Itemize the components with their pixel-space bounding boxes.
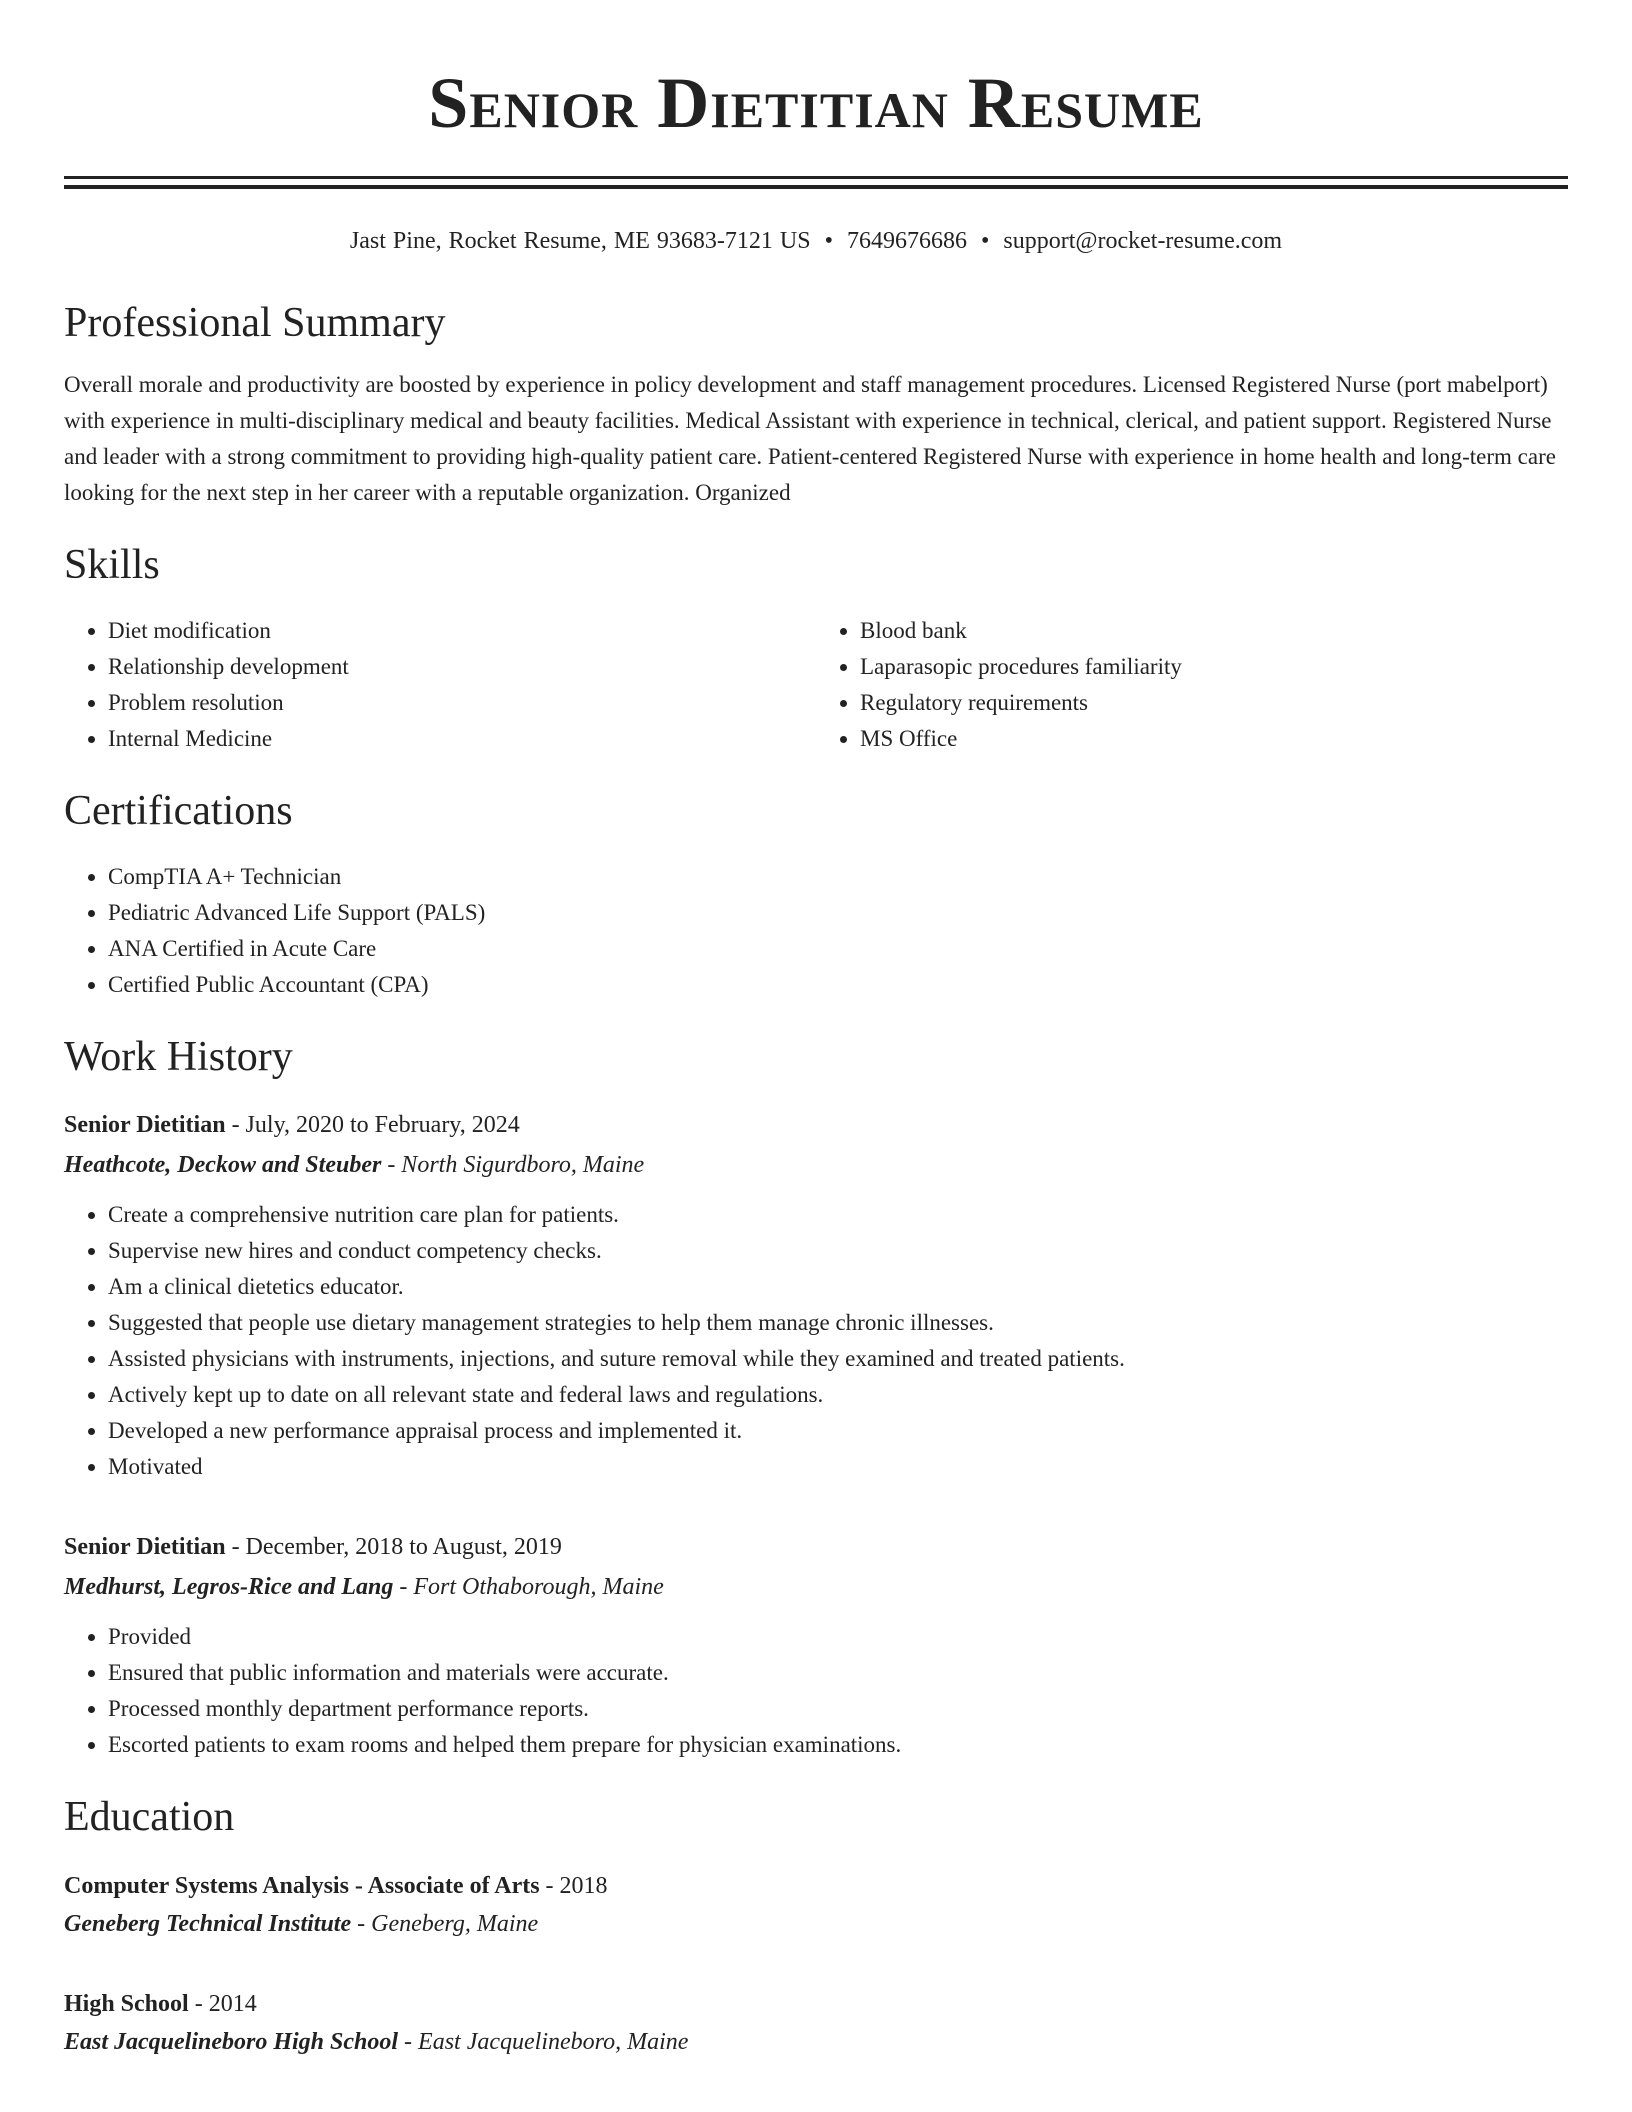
certifications-list (64, 859, 1568, 1003)
skill-item: • Problem resolution (108, 685, 816, 721)
job-bullet: • Ensured that public information and materials were accurate. (108, 1655, 1568, 1691)
skills-heading: Skills (64, 542, 160, 588)
job-company-line (64, 1567, 1568, 1607)
job-title-line (64, 1105, 1568, 1145)
certification-item: • Certified Public Accountant (CPA) (108, 967, 1568, 1003)
work-history-heading: Work History (64, 1034, 293, 1080)
skill-item: • Internal Medicine (108, 721, 816, 757)
contact-phone: 7649676686 (846, 228, 967, 254)
contact-email: support@rocket-resume.com (1003, 228, 1283, 254)
job-bullet: • Assisted physicians with instruments, injections, and suture removal while they examined and treated patients. (108, 1341, 1568, 1377)
skill-item: • Blood bank (860, 613, 1568, 649)
contact-address: Jast Pine, Rocket Resume, ME 93683-7121 US (349, 228, 811, 254)
job-bullet: • Escorted patients to exam rooms and helped them prepare for physician examinations. (108, 1727, 1568, 1763)
job-entry (64, 1105, 1568, 1485)
education-school-line (64, 1905, 1568, 1943)
job-bullet: • Motivated (108, 1449, 1568, 1485)
education-degree: Computer Systems Analysis - Associate of Arts (64, 1873, 540, 1899)
skill-item: • Laparasopic procedures familiarity (860, 649, 1568, 685)
job-title: Senior Dietitian (64, 1534, 226, 1560)
education-degree-line (64, 1985, 1568, 2023)
job-bullet: • Am a clinical dietetics educator. (108, 1269, 1568, 1305)
skill-item: • Relationship development (108, 649, 816, 685)
skill-item: • MS Office (860, 721, 1568, 757)
job-bullet: • Suggested that people use dietary management strategies to help them manage chronic illnesses. (108, 1305, 1568, 1341)
job-company-line (64, 1145, 1568, 1185)
contact-separator: • (980, 228, 990, 254)
job-bullet: • Actively kept up to date on all relevant state and federal laws and regulations. (108, 1377, 1568, 1413)
job-company: Heathcote, Deckow and Steuber (64, 1152, 382, 1178)
job-bullets (64, 1619, 1568, 1763)
certification-item: • CompTIA A+ Technician (108, 859, 1568, 895)
job-location: - North Sigurdboro, Maine (381, 1152, 645, 1178)
education-school: East Jacquelineboro High School (64, 2029, 399, 2055)
certification-item: • Pediatric Advanced Life Support (PALS) (108, 895, 1568, 931)
summary-text: Overall morale and productivity are boosted by experience in policy development and staff management procedures. Licensed Registered Nurse (port mabelport) with experience in multi-disciplinary medical and beauty facilities. Medical Assistant with experience in technical, clerical, and patient support. Registered Nurse and leader with a strong commitment to providing high-quality patient care. Patient-centered Registered Nurse with experience in home health and long-term care looking for the next step in her career with a reputable organization. Organized (64, 372, 1556, 505)
education-entry (64, 1985, 1568, 2061)
skills-list-right (816, 613, 1568, 757)
skills-list-left (64, 613, 816, 757)
title-rule-top (64, 176, 1568, 179)
education-location: - Geneberg, Maine (351, 1911, 539, 1937)
job-bullets (64, 1197, 1568, 1485)
contact-line (64, 225, 1568, 257)
education-school: Geneberg Technical Institute (64, 1911, 352, 1937)
certifications-heading: Certifications (64, 788, 293, 834)
job-bullet: • Provided (108, 1619, 1568, 1655)
skill-item: • Regulatory requirements (860, 685, 1568, 721)
skill-item: • Diet modification (108, 613, 816, 649)
job-location: - Fort Othaborough, Maine (393, 1574, 664, 1600)
education-heading: Education (64, 1794, 235, 1840)
title-rule-bottom (64, 185, 1568, 189)
job-title-line (64, 1527, 1568, 1567)
job-title: Senior Dietitian (64, 1112, 226, 1138)
education-entry (64, 1867, 1568, 1943)
job-company: Medhurst, Legros-Rice and Lang (64, 1574, 394, 1600)
job-entry (64, 1527, 1568, 1763)
education-location: - East Jacquelineboro, Maine (398, 2029, 689, 2055)
job-bullet: • Processed monthly department performance reports. (108, 1691, 1568, 1727)
certification-item: • ANA Certified in Acute Care (108, 931, 1568, 967)
education-year: - 2018 (539, 1873, 608, 1899)
page-title: Senior Dietitian Resume (428, 63, 1204, 143)
job-bullet: • Create a comprehensive nutrition care plan for patients. (108, 1197, 1568, 1233)
education-school-line (64, 2023, 1568, 2061)
education-degree-line (64, 1867, 1568, 1905)
education-degree: High School (64, 1991, 189, 2017)
job-bullet: • Supervise new hires and conduct competency checks. (108, 1233, 1568, 1269)
contact-separator: • (824, 228, 833, 254)
job-dates: - December, 2018 to August, 2019 (225, 1534, 562, 1560)
education-year: - 2014 (188, 1991, 257, 2017)
summary-heading: Professional Summary (64, 300, 446, 346)
skills-grid (64, 613, 1568, 757)
job-bullet: • Developed a new performance appraisal process and implemented it. (108, 1413, 1568, 1449)
job-dates: - July, 2020 to February, 2024 (225, 1112, 520, 1138)
